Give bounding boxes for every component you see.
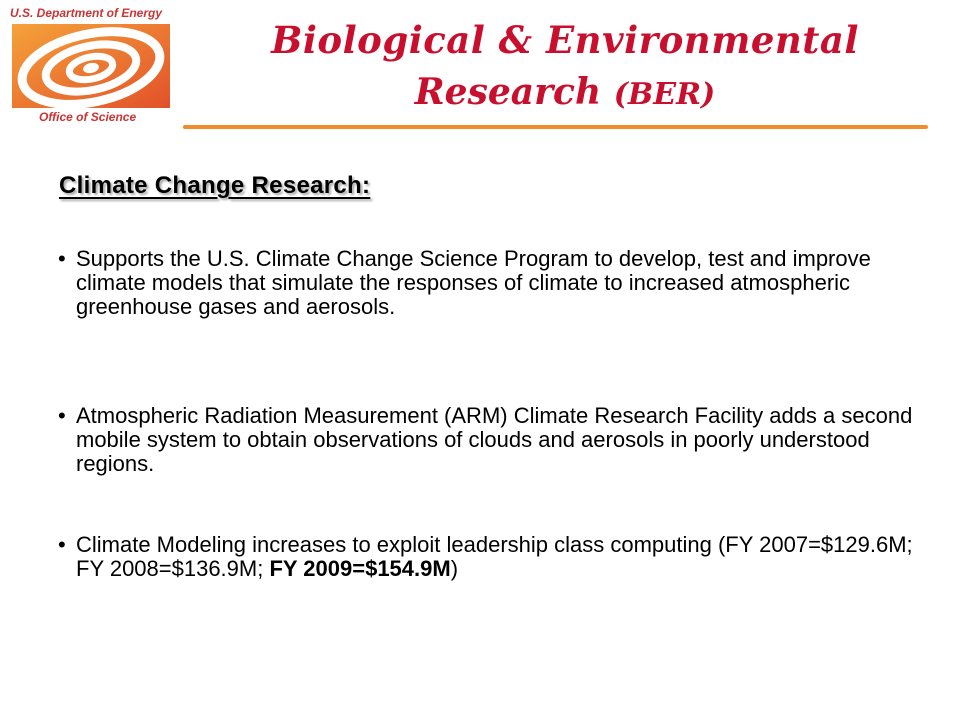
slide-title-line-2 (200, 71, 930, 113)
bullet-text: Climate Modeling increases to exploit leadership class computing (FY 2007=$129.6M; FY 2008=$136.9M; (76, 532, 913, 581)
bullet-item: • Supports the U.S. Climate Change Science Program to develop, test and improve climate models that simulate the responses of climate to increased atmospheric greenhouse gases and aerosols. (58, 247, 928, 319)
slide-title-abbreviation: (BER) (613, 77, 716, 112)
bullet-text-bold: FY 2009=$154.9M (269, 556, 451, 581)
bullet-text-end: ) (450, 556, 459, 581)
title-divider (183, 125, 928, 129)
bullet-list (58, 247, 928, 319)
bullet-list-3 (58, 533, 928, 581)
bullet-item (58, 533, 928, 581)
bullet-list-2 (58, 404, 928, 476)
slide-title-line-1: Biological & Environmental (271, 18, 859, 62)
slide-title-research: Research (414, 71, 602, 113)
org-name-top: U.S. Department of Energy (10, 6, 163, 20)
section-heading: Climate Change Research: (59, 172, 371, 199)
doe-office-of-science-logo (12, 24, 170, 108)
org-name-bottom: Office of Science (39, 110, 137, 124)
bullet-item: • Atmospheric Radiation Measurement (ARM) Climate Research Facility adds a second mobile system to obtain observations of clouds and aerosols in poorly understood regions. (58, 404, 928, 476)
